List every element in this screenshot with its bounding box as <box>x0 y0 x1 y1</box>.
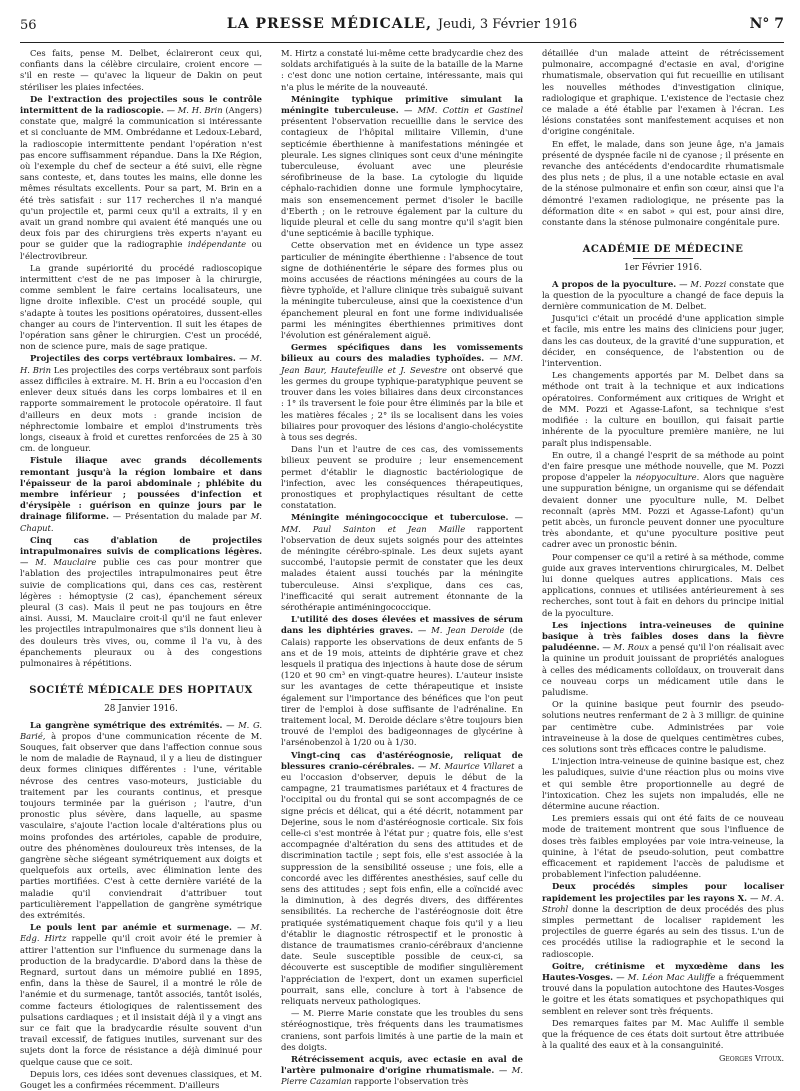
article-germes-specifiques: Germes spécifiques dans les vomissements bilieux au cours des maladies typhoïdes. — MM. Jean Baur, Hautefeuille et J. Sevestre ont observé que les germes du groupe typhique-paratyphique peuvent se trouver dans les voies biliaires dans deux circonstances : 1° ils traversent le foie pour être éliminés par la bile et les matières fécales ; 2° ils se localisent dans les voies biliaires pour provoquer des lésions d'angio-cholécystite à tous ses degrés. <box>281 342 523 442</box>
article-title: Goitre, crétinisme et myxœdème dans les Hautes-Vosges. <box>542 960 784 983</box>
columns <box>20 48 784 1091</box>
article-author: — M. Jean Deroide <box>417 625 505 636</box>
article-extraction-projectiles: De l'extraction des projectiles sous le contrôle intermittent de la radioscopie. — M. H. Brin (Angers) constate que, malgré la communication si intéressante et si concluante de MM. Ombrédanne et Ledoux-Lebard, la radioscopie intermittente pendant l'opération n'est pas encore suffisamment répandue. Dans la IXe Région, où l'exemple du chef de secteur a été suivi, elle règne sans conteste, et, dans toutes les mains, elle donne les mêmes résultats excellents. Pour sa part, M. Brin en a été très satisfait : sur 117 recherches il n'a manqué qu'un projectile et, parmi ceux qu'il a extraits, il y en avait un grand nombre qui avaient été manqués une ou deux fois par des chirurgiens très experts n'ayant eu pour se guider que la radiographie indépendante ou l'électrovibreur. <box>20 93 262 261</box>
article-title: Les injections intra-veineuses de quinine basique à très faibles doses dans la fièvre paludéenne. <box>542 619 784 653</box>
paragraph: — M. Pierre Marie constate que les troubles du sens stéréognostique, très fréquents dans les traumatismes craniens, sont parfois limités à une partie de la main et des doigts. <box>281 1008 523 1052</box>
section-date: 1er Février 1916. <box>623 263 702 274</box>
article-projectiles-intrapulmonaires: Cinq cas d'ablation de projectiles intrapulmonaires suivis de complications légères. — M. Mauclaire publie ces cas pour montrer que l'ablation des projectiles intrapulmonaires peut être suivie de complications qui, dans ces cas, restèrent légères : hémoptysie (2 cas), épanchement séreux pleural (3 cas). Mais il peut ne pas toujours en être ainsi. Aussi, M. Mauclaire croit-il qu'il ne faut enlever les projectiles intrapulmonaires que s'ils donnent lieu à des douleurs très vives, ou, comme il l'a vu, à des épanchements pleuraux ou à des congestions pulmonaires à répétitions. <box>20 534 262 668</box>
article-pouls-lent: Le pouls lent par anémie et surmenage. — M. Edg. Hirtz rappelle qu'il croit avoir été le premier à attirer l'attention sur l'influence du surmenage dans la production de la bradycardie. D'abord dans la thèse de Regnard, surtout dans un mémoire publié en 1895, enfin, dans la thèse de Saurel, il a montré le rôle de l'anémie et du surmenage, tantôt associés, tantôt isolés, comme facteurs étiologiques de ralentissement des pulsations cardiaques ; et il insistait déjà il y a vingt ans sur ce fait que la bradycardie résulte souvent d'un travail excessif, de fatigues inutiles, survenant sur des sujets dont la force de résistance a déjà diminué pour quelque cause que ce soit. <box>20 922 262 1067</box>
article-projectiles-vertebraux: Projectiles des corps vertébraux lombaires. — M. H. Brin Les projectiles des corps vertébraux sont parfois assez difficiles à extraire. M. H. Brin a eu l'occasion d'en enlever deux situés dans les corps lombaires et il en rapporte sommairement le protocole opératoire. Il faut d'ailleurs en deux mots : grande incision de néphrectomie lombaire et emploi d'instruments très longs, ciseaux à froid et curettes renforcées de 25 à 30 cm. de longueur. <box>20 353 262 454</box>
article-author: — M. H. Brin <box>20 353 262 375</box>
paragraph: L'injection intra-veineuse de quinine basique est, chez les paludiques, suivie d'une réaction plus ou moins vive et qui semble être proportionnelle au degré de l'intoxication. Chez les sujets non impaludés, elle ne détermine aucune réaction. <box>542 756 784 811</box>
journal-title <box>20 16 784 32</box>
article-meningite-meningococcique: Méningite méningococcique et tuberculose. — MM. Paul Sainton et Jean Maille rapportent l'observation de deux sujets soignés pour des atteintes de méningite cérébro-spinale. Les deux sujets ayant succombé, l'autopsie permit de constater que les deux malades étaient aussi touchés par la méningite tuberculeuse. Ainsi s'explique, dans ces cas, l'inefficacité qui serait autrement étonnante de la sérothérapie antiméningococcique. <box>281 512 523 612</box>
article-author: — MM. Cottin et Gastinel <box>403 105 523 116</box>
article-title: L'utilité des doses élevées et massives de sérum dans les diphtéries graves. <box>281 614 523 636</box>
issue-number: N° 7 <box>749 16 784 32</box>
paragraph: M. Hirtz a constaté lui-même cette bradycardie chez des soldats archifatigués à la suite de la bataille de la Marne : c'est donc une notion certaine, intéressante, mais qui n'a plus le mérite de la nouveauté. <box>281 48 523 92</box>
paragraph: En effet, le malade, dans son jeune âge, n'a jamais présenté de dyspnée facile ni de cyanose ; il présente en revanche des antécédents d'endocardite rhumatismale des plus nets ; de plus, il a une notable ectasie en aval de la sténose pulmonaire et enfin son cœur, ainsi que l'a démontré l'examen radiologique, ne présente pas la déformation dite « en sabot » qui est, pour ainsi dire, constante dans la sténose pulmonaire congénitale pure. <box>542 138 784 228</box>
article-title: Méningite typhique primitive simulant la méningite tuberculeuse. <box>281 93 523 116</box>
paragraph: Les changements apportés par M. Delbet dans sa méthode ont trait à la technique et aux indications opératoires. Conformément aux critiques de Wright et de MM. Pozzi et Agasse-Lafont, sa technique s'est modifiée : la culture en bouillon, qui faisait partie inhérente de la pyoculture première manière, ne lui paraît plus indispensable. <box>542 370 784 448</box>
paragraph: Pour compenser ce qu'il a retiré à sa méthode, comme guide aux graves interventions chirurgicales, M. Delbet lui donne quelques autres applications. Mais ces applications, connues et utilisées antérieurement à ses recherches, sont tout à fait en dehors du principe initial de la pyoculture. <box>542 551 784 618</box>
article-title: Méningite méningococcique et tuberculose. <box>291 512 509 523</box>
article-title: Deux procédés simples pour localiser rapidement les projectiles par les rayons X. <box>542 881 784 903</box>
paragraph: Depuis lors, ces idées sont devenues classiques, et M. Gouget les a confirmées récemment. D'ailleurs <box>20 1068 262 1091</box>
article-gangrene-symetrique: La gangrène symétrique des extrémités. — M. G. Barié, à propos d'une communication récente de M. Souques, fait observer que dans l'affection connue sous le nom de maladie de Raynaud, il y a lieu de distinguer deux formes cliniques différentes : l'une, véritable névrose des centres vaso-moteurs, justiciable du traitement par les courants continus, et presque toujours terminée par la guérison ; l'autre, d'un pronostic plus sévère, dans laquelle, au spasme vasculaire, s'ajoute l'action locale d'altérations plus ou moins profondes des artérioles, capable de produire, outre des phénomènes douloureux très intenses, de la gangrène sèche siégeant symétriquement aux doigts et quelquefois aux orteils, avec élimination lente des parties mortifiées. C'est à cette dernière variété de la maladie qu'il conviendrait d'attribuer tout particulièrement l'appellation de gangrène symétrique des extrémités. <box>20 719 262 921</box>
paragraph: Dans l'un et l'autre de ces cas, des vomissements bilieux peuvent se produire ; leur ensemencement permet d'établir le diagnostic bactériologique de l'infection, avec les conséquences thérapeutiques, pronostiques et prophylactiques résultant de cette constatation. <box>281 444 523 511</box>
article-author: M. Chaput. <box>20 511 262 533</box>
article-title: Rétrécissement acquis, avec ectasie en aval de l'artère pulmonaire d'origine rhumatismale. <box>281 1054 523 1076</box>
section-date: 28 Janvier 1916. <box>104 704 178 715</box>
article-title: A propos de la pyoculture. <box>552 278 677 289</box>
paragraph: Or la quinine basique peut fournir des pseudo-solutions neutres renfermant de 2 à 3 milligr. de quinine par centimètre cube. Administrées par voie intraveineuse à la dose de quelques centimètres cubes, ces solutions sont très efficaces contre le paludisme. <box>542 699 784 754</box>
newspaper-page <box>20 12 784 1091</box>
signature: Georges Vitoux. <box>719 1054 784 1064</box>
paragraph: Jusqu'ici c'était un procédé d'une application simple et facile, mis entre les mains des cliniciens pour juger, dans les cas douteux, de la gravité d'une suppuration, et décider, en conséquence, de l'abstention ou de l'intervention. <box>542 313 784 369</box>
paragraph: Cette observation met en évidence un type assez particulier de méningite éberthienne : l'absence de tout signe de dothiénentérie le sépare des formes plus ou moins accusées de réactions méningées au cours de la fièvre typhoïde, et l'allure clinique très subaiguë suivant la méningite tuberculeuse, ainsi que la coexistence d'un épanchement pleural en font une forme individualisée parmi les méningites éberthiennes primitives dont l'évolution est généralement aiguë. <box>281 240 523 341</box>
article-author: — M. Roux <box>602 642 650 653</box>
page-number: 56 <box>20 18 37 33</box>
paragraph: Ces faits, pense M. Delbet, éclaireront ceux qui, confiants dans la célèbre circulaire, croient encore — s'il en reste — qu'avec la liqueur de Dakin on peut stériliser les plaies infectées. <box>20 48 262 92</box>
column-3 <box>542 48 784 1078</box>
section-title-academie: ACADÉMIE DE MÉDECINE <box>542 244 784 259</box>
paragraph: La grande supériorité du procédé radioscopique intermittent c'est de ne pas imposer à la chirurgie, comme semblent le faire certains localisateurs, une ligne droite inflexible. C'est un procédé souple, qui s'adapte à toutes les positions opératoires, dussent-elles changer au cours de l'intervention. Il suit les étapes de l'opération sans gêner le chirurgien. C'est un procédé, non de science pure, mais de sage pratique. <box>20 262 262 352</box>
article-title: Fistule iliaque avec grands décollements remontant jusqu'à la région lombaire et dans l'épaisseur de la paroi abdominale ; phlébite du membre inférieur ; poussées d'infection et d'érysipèle : guérison en quinze jours par le drainage filiforme. <box>20 455 262 522</box>
article-title: Projectiles des corps vertébraux lombaires. <box>30 353 236 364</box>
article-meningite-typhique: Méningite typhique primitive simulant la méningite tuberculeuse. — MM. Cottin et Gastinel présentent l'observation recueillie dans le service des contagieux de l'hôpital militaire Villemin, d'une septicémie éberthienne à manifestations méningée et pleurale. Les signes cliniques sont ceux d'une méningite tuberculeuse, évoluant avec une pleurésie sérofibrineuse de la base. La cytologie du liquide céphalo-rachidien donne une formule lymphocytaire, mais son ensemencement permet d'isoler le bacille d'Eberth ; on le retrouve également par la culture du liquide pleural et celle du sang montre qu'il s'agit bien d'une septicémie à bacille typhique. <box>281 93 523 239</box>
article-author: — M. Pierre Cazamian <box>281 1065 523 1087</box>
page-header <box>20 12 784 43</box>
paragraph: Les premiers essais qui ont été faits de ce nouveau mode de traitement montrent que sous l'influence de doses très faibles employées par voie intra-veineuse, la quinine, à l'état de pseudo-solution, peut combattre efficacement et rapidement l'accès de paludisme et probablement l'infection paludéenne. <box>542 813 784 880</box>
article-author: — M. G. Barié, <box>20 719 262 741</box>
article-author: — MM. Jean Baur, Hautefeuille et J. Sevestre <box>281 353 523 375</box>
article-author: — M. H. Brin <box>166 105 223 116</box>
article-goitre-cretinisme: Goitre, crétinisme et myxœdème dans les Hautes-Vosges. — M. Léon Mac Auliffe a fréquemment trouvé dans la population autochtone des Hautes-Vosges le goitre et les états somatiques et psychopathiques qui semblent en relever sont très fréquents. <box>542 960 784 1016</box>
column-1 <box>20 48 262 1091</box>
article-author: — M. Mauclaire <box>20 557 97 568</box>
article-title: Cinq cas d'ablation de projectiles intrapulmonaires suivis de complications légères. <box>20 534 262 556</box>
paragraph: En outre, il a changé l'esprit de sa méthode au point d'en faire presque une méthode nouvelle, que M. Pozzi propose d'appeler la néopyoculture. Alors que naguère une suppuration bénigne, un organisme qui se défendait devaient donner une pyoculture nulle, M. Delbet reconnaît (après MM. Pozzi et Agasse-Lafont) qu'un petit abcès, un furoncle peuvent donner une pyoculture très abondante, et qu'une pyoculture positive peut cadrer avec un pronostic bénin. <box>542 449 784 550</box>
article-title: Vingt-cinq cas d'astéréognosie, reliquat de blessures cranio-cérébrales. <box>281 749 523 771</box>
article-author: — M. A. Strohl <box>542 892 784 914</box>
article-author: — M. Maurice Villaret <box>417 760 515 771</box>
article-pyoculture: A propos de la pyoculture. — M. Pozzi constate que la question de la pyoculture a changé de face depuis la dernière communication de M. Delbet. <box>542 278 784 312</box>
paragraph: détaillée d'un malade atteint de rétrécissement pulmonaire, accompagné d'ectasie en aval, d'origine rhumatismale, observation qui fut recueillie en utilisant les nouvelles méthodes d'investigation clinique, radiologique et graphique. L'existence de l'ectasie chez ce malade a été établie par l'examen à l'écran. Les lésions constatées sont manifestement acquises et non d'origine congénitale. <box>542 48 784 137</box>
section-rule <box>633 258 693 259</box>
article-author: — M. Edg. Hirtz <box>20 922 262 944</box>
section-rule <box>111 699 171 700</box>
article-retrecissement-pulmonaire: Rétrécissement acquis, avec ectasie en aval de l'artère pulmonaire d'origine rhumatismale. — M. Pierre Cazamian rapporte l'observation très <box>281 1054 523 1087</box>
section-title-societe-medicale: SOCIÉTÉ MÉDICALE DES HOPITAUX <box>20 685 262 700</box>
article-serum-diphterie: L'utilité des doses élevées et massives de sérum dans les diphtéries graves. — M. Jean Deroide (de Calais) rapporte les observations de deux enfants de 5 ans et de 19 mois, atteints de diphtérie grave et chez lesquels il pratiqua des injections à haute dose de sérum (120 et 90 cm³ en vingt-quatre heures). L'auteur insiste sur les avantages de cette thérapeutique et insiste également sur l'importance des bénéfices que l'on peut tirer de l'emploi à dose suffisante de l'adrénaline. En traitement local, M. Deroide déclare s'être toujours bien trouvé de l'emploi des badigeonnages de glycérine à l'arsénobenzol à 1/20 ou à 1/30. <box>281 614 523 748</box>
issue-date: Jeudi, 3 Février 1916 <box>437 17 578 32</box>
column-2 <box>281 48 523 1087</box>
article-title: Le pouls lent par anémie et surmenage. <box>30 922 232 933</box>
article-quinine-basique: Les injections intra-veineuses de quinine basique à très faibles doses dans la fièvre paludéenne. — M. Roux a pensé qu'il l'on réalisait avec la quinine un produit jouissant de propriétés analogues à celles des médicaments colloïdaux, on trouverait dans ce nouveau corps un médicament utile dans le paludisme. <box>542 619 784 697</box>
article-author: — MM. Paul Sainton et Jean Maille <box>281 512 523 534</box>
paragraph: Des remarques faites par M. Mac Auliffe il semble que la fréquence de ces états doit surtout être attribuée à la qualité des eaux et à la consanguinité. <box>542 1017 784 1051</box>
article-title: La gangrène symétrique des extrémités. <box>30 719 223 730</box>
article-title: De l'extraction des projectiles sous le contrôle intermittent de la radioscopie. <box>20 93 262 116</box>
article-astereognosie: Vingt-cinq cas d'astéréognosie, reliquat de blessures cranio-cérébrales. — M. Maurice Villaret a eu l'occasion d'observer, depuis le début de la campagne, 21 traumatismes pariétaux et 4 fractures de l'occipital ou du frontal qui se sont accompagnés de ce signe précis et délicat, qui a été décrit, notamment par Dejerine, sous le nom d'astéréognosie corticale. Six fois celle-ci s'est montrée à l'état pur ; quatre fois, elle s'est accompagnée d'altération du sens des attitudes et de discrimination tactile ; sept fois, elle s'est associée à la suppression de la sensibilité osseuse ; une fois, elle a concordé avec les différentes anesthésies, sauf celle du sens des attitudes ; sept fois enfin, elle a coïncidé avec la diminution, à des degrés divers, des différentes sensibilités. La recherche de l'astéréognosie doit être pratiquée systématiquement chaque fois qu'il y a lieu d'établir le diagnostic rétrospectif et le pronostic à distance de traumatismes cranio-cérébraux d'ancienne date. Seule susceptible possible de ceux-ci, sa découverte est susceptible de modifier singulièrement l'appréciation de l'expert, dont un examen superficiel pourrait, sans elle, conclure à tort à l'absence de reliquats nerveux pathologiques. <box>281 749 523 1007</box>
article-author: — M. Pozzi <box>679 278 727 289</box>
article-localiser-projectiles: Deux procédés simples pour localiser rapidement les projectiles par les rayons X. — M. A. Strohl donne la description de deux procédés des plus simples permettant de localiser rapidement les projectiles de guerre égarés au sein des tissus. L'un de ces procédés utilise la radiographie et le second la radioscopie. <box>542 881 784 959</box>
article-title: Germes spécifiques dans les vomissements bilieux au cours des maladies typhoïdes. <box>281 342 523 364</box>
article-author: — M. Léon Mac Auliffe <box>616 972 716 983</box>
journal-name: LA PRESSE MÉDICALE, <box>226 16 432 32</box>
article-fistule-iliaque: Fistule iliaque avec grands décollements remontant jusqu'à la région lombaire et dans l'épaisseur de la paroi abdominale ; phlébite du membre inférieur ; poussées d'infection et d'érysipèle : guérison en quinze jours par le drainage filiforme. — Présentation du malade par M. Chaput. <box>20 455 262 533</box>
